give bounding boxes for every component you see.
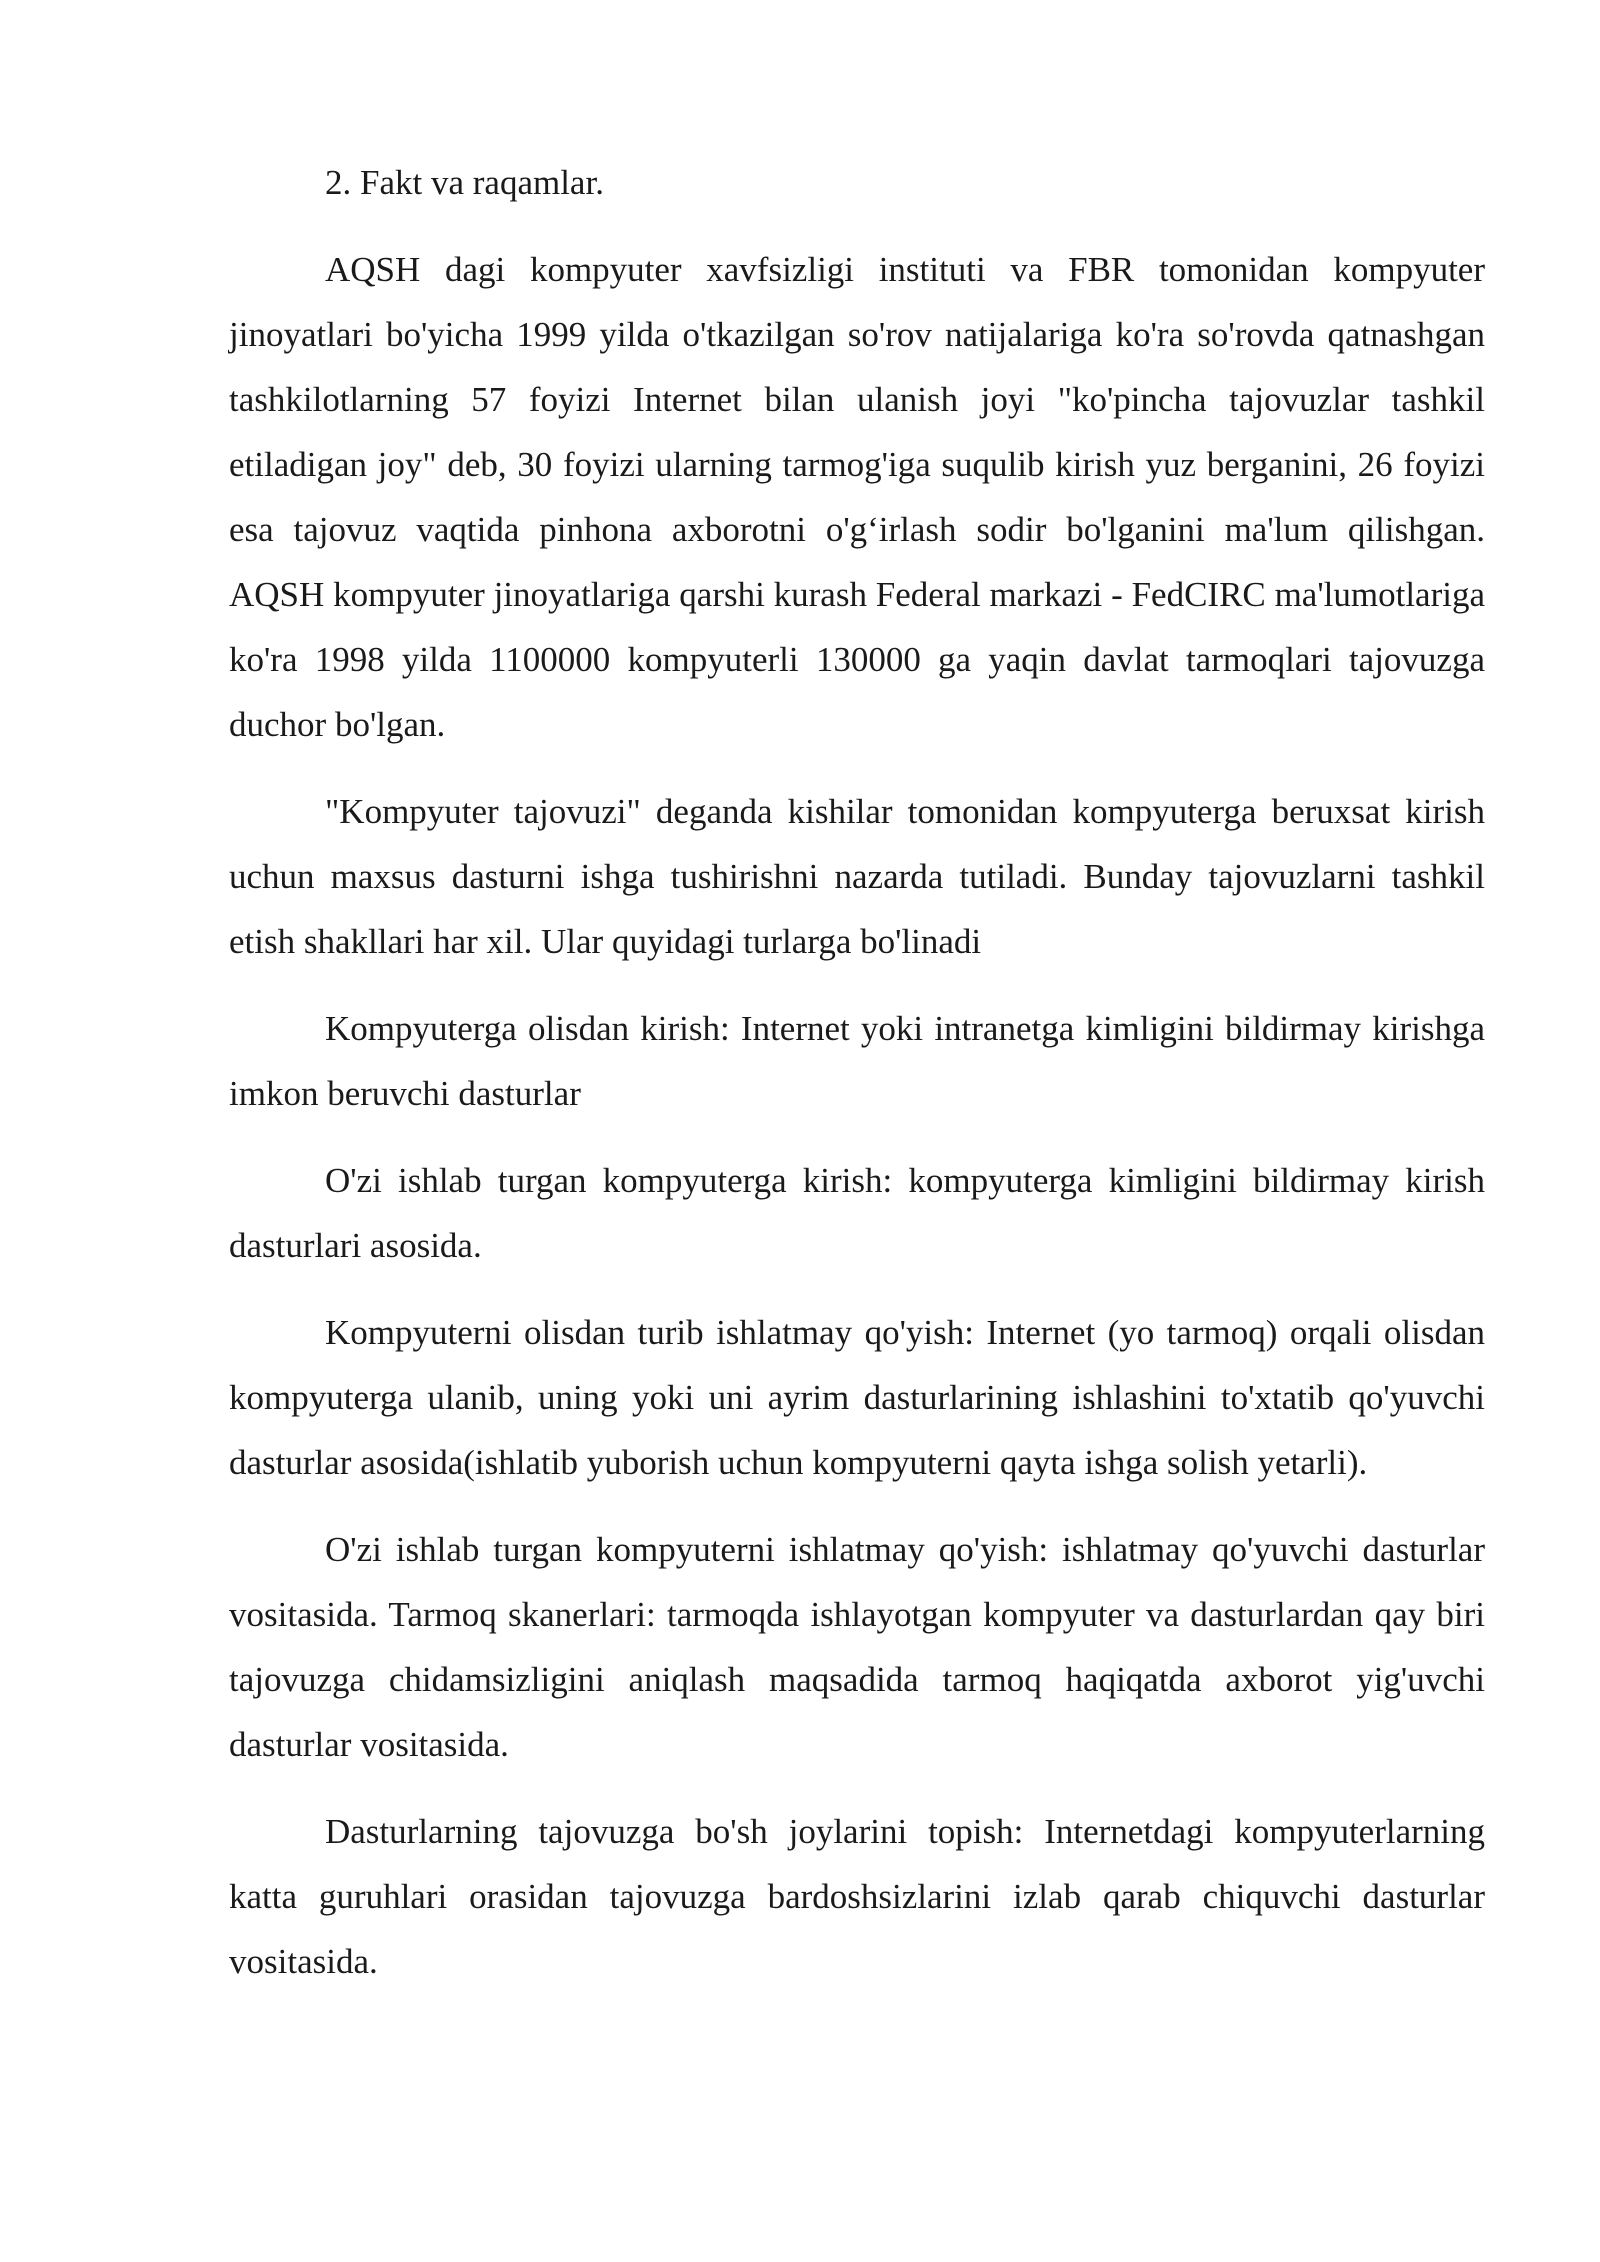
paragraph-statistics: AQSH dagi kompyuter xavfsizligi instituti va FBR tomonidan kompyuter jinoyatlari bo'yicha 1999 yilda o'tkazilgan so'rov natijalariga ko'ra so'rovda qatnashgan tashkilotlarning 57 foyizi Internet bilan ulanish joyi "ko'pincha tajovuzlar tashkil etiladigan joy" deb, 30 foyizi ularning tarmog'iga suqulib kirish yuz berganini, 26 foyizi esa tajovuz vaqtida pinhona axborotni o'g‘irlash sodir bo'lganini ma'lum qilishgan. AQSH kompyuter jinoyatlariga qarshi kurash Federal markazi - FedCIRC ma'lumotlariga ko'ra 1998 yilda 1100000 kompyuterli 130000 ga yaqin davlat tarmoqlari tajovuzga duchor bo'lgan. — [229, 250, 1485, 744]
section-heading: 2. Fakt va raqamlar. — [325, 163, 604, 202]
paragraph-attack-definition: "Kompyuter tajovuzi" deganda kishilar tomonidan kompyuterga beruxsat kirish uchun maxsus dasturni ishga tushirishni nazarda tutiladi. Bunday tajovuzlarni tashkil etish shakllari har xil. Ular quyidagi turlarga bo'linadi — [229, 792, 1485, 961]
paragraph-remote-access: Kompyuterga olisdan kirish: Internet yoki intranetga kimligini bildirmay kirishga imkon beruvchi dasturlar — [229, 1009, 1485, 1113]
paragraph-vulnerability-search: Dasturlarning tajovuzga bo'sh joylarini topish: Internetdagi kompyuterlarning katta guruhlari orasidan tajovuzga bardoshsizlarini izlab qarab chiquvchi dasturlar vositasida. — [229, 1812, 1485, 1981]
paragraph-remote-disable: Kompyuterni olisdan turib ishlatmay qo'yish: Internet (yo tarmoq) orqali olisdan kompyuterga ulanib, uning yoki uni ayrim dasturlarining ishlashini to'xtatib qo'yuvchi dasturlar asosida(ishlatib yuborish uchun kompyuterni qayta ishga solish yetarli). — [229, 1313, 1485, 1482]
paragraph-local-access: O'zi ishlab turgan kompyuterga kirish: kompyuterga kimligini bildirmay kirish dasturlari asosida. — [229, 1161, 1485, 1265]
paragraph-local-disable: O'zi ishlab turgan kompyuterni ishlatmay qo'yish: ishlatmay qo'yuvchi dasturlar vositasida. Tarmoq skanerlari: tarmoqda ishlayotgan kompyuter va dasturlardan qay biri tajovuzga chidamsizligini aniqlash maqsadida tarmoq haqiqatda axborot yig'uvchi dasturlar vositasida. — [229, 1530, 1485, 1764]
document-body — [229, 150, 1485, 2016]
